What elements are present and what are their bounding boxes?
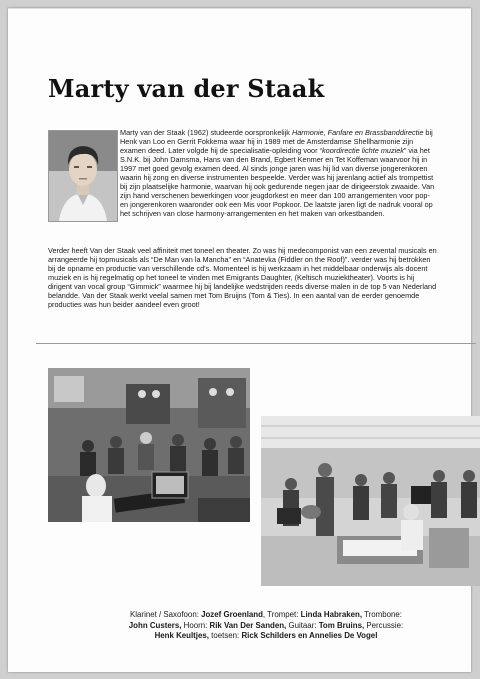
document-page (8, 8, 471, 672)
section-divider (36, 343, 476, 344)
credit-role: toetsen: (208, 631, 242, 640)
credit-name: Tom Bruins, (318, 620, 365, 630)
credit-role: Trombone: (362, 610, 402, 619)
credit-role: Percussie: (364, 620, 404, 630)
rehearsal-photo-2 (261, 416, 480, 586)
credit-name: John Custers, (128, 620, 182, 630)
credit-name: Rik Van Der Sanden, (209, 620, 287, 630)
credit-role: , Trompet: (262, 610, 301, 619)
bio-italic-course: Harmonie, Fanfare en Brassbanddirectie (291, 128, 424, 137)
credit-name: Jozef Groenland (201, 610, 263, 619)
credit-role: Klarinet / Saxofoon: (130, 610, 202, 619)
bio-text: Marty van der Staak (1962) studeerde oorspronkelijk (120, 128, 292, 137)
band-credits (56, 610, 476, 642)
bio-italic-course: koordirectie lichte muziek (322, 146, 404, 156)
bio-text: bij Henk van Loo en Gerrit Fokkema waar hij in 1989 met de Amsterdamse Shellharmonie zijn examen deed. Later volgde hij de specialisatie-opleiding voor “ (120, 128, 433, 156)
credit-name: Linda Habraken, (300, 610, 363, 619)
rehearsal-photo-1 (48, 368, 250, 522)
bio-paragraph-1 (120, 128, 438, 218)
credit-name: Rick Schilders en Annelies De Vogel (241, 631, 378, 640)
top-border (8, 8, 471, 9)
bio-paragraph-2: Verder heeft Van der Staak veel affiniteit met toneel en theater. Zo was hij medecomponist van een zevental musicals en arrangeerde hij topmusicals als “De Man van la Mancha” en “Anatevka (Fiddler on the Roof)”. verder was hij betrokken bij de opname en productie van verschillende cd's. Momenteel is hij werkzaam in het middelbaar onderwijs als docent muziek en is hij regelmatig op het toneel te vinden met Emigrants Daughter, (Keltisch muziektheater). Voorts is hij dirigent van vocal group “Gimmick” waarmee hij bij landelijke wedstrijden reeds diverse malen in de top 5 van Nederland belandde. Van der Staak werkt veelal samen met Tom Bruijns (Tom & Ties). In een aantal van de eerder genoemde producties was hun beider aandeel even groot! (48, 246, 437, 310)
credit-name: Henk Keultjes, (154, 631, 209, 640)
portrait-photo (48, 130, 118, 222)
credit-role: Guitaar: (286, 620, 319, 630)
credit-role: Hoorn: (181, 620, 210, 630)
bio-text: ” via het S.N.K. bij John Damsma, Hans van den Brand, Egbert Kenmer en Tet Koffeman waarvoor hij in 1997 met goed gevolg examen deed. Al sinds jonge jaren was hij lid van diverse jongerenkoren waarin hij zong en diverse instrumenten bespeelde. Verder was hij jarenlang actief als trompettist bij zijn plaatselijke harmonie, waarvan hij ook gedurende negen jaar de dirigeerstok zwaaide. Van zijn hand verschenen bewerkingen voor jeugdorkest en meer dan 100 arrangementen voor pop- en jongerenkoren waaronder ook een Mis voor Popkoor. De laatste jaren ligt de nadruk vooral op het schrijven van close harmony-arrangementen en het maken van orkestbanden. (120, 146, 435, 219)
page-title: Marty van der Staak (48, 74, 325, 103)
